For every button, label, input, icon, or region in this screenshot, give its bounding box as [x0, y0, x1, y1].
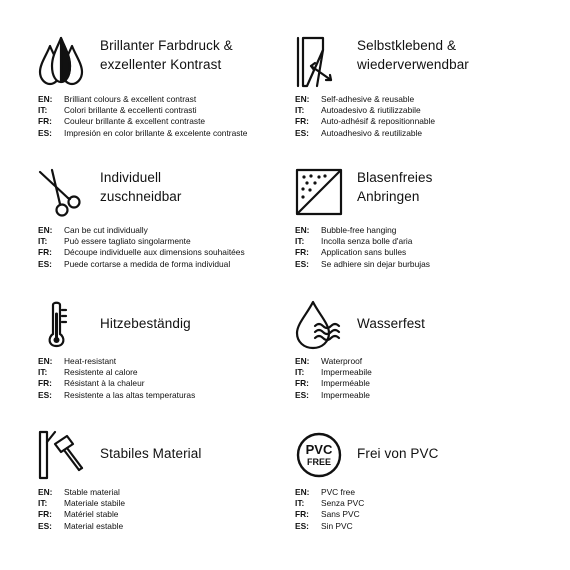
translation-row	[38, 521, 303, 532]
lang-code: ES:	[38, 520, 52, 531]
translation-text: Couleur brillante & excellent contraste	[64, 116, 206, 127]
scissors-icon	[38, 168, 86, 220]
translation-text: PVC free	[321, 487, 355, 497]
lang-code: FR:	[295, 509, 309, 520]
lang-code: EN:	[295, 356, 310, 366]
lang-code: EN:	[295, 94, 310, 104]
thermometer-icon	[38, 300, 86, 352]
lang-code: EN:	[38, 356, 53, 366]
translation-list	[295, 94, 560, 139]
feature-title	[357, 444, 562, 463]
translation-list	[295, 225, 560, 270]
translation-row	[295, 390, 560, 401]
lang-code: IT:	[38, 236, 48, 247]
lang-code: IT:	[38, 105, 48, 116]
translation-row	[295, 367, 560, 378]
translation-text: Waterproof	[321, 356, 363, 366]
feature-title-line: Hitzebeständig	[100, 316, 191, 331]
lang-code: EN:	[295, 487, 310, 497]
hammer-icon	[38, 430, 86, 482]
translation-list	[38, 487, 303, 532]
pvc-free-icon-text: FREE	[306, 457, 332, 467]
feature-title-line: wiederverwendbar	[357, 57, 469, 72]
translation-text: Impermeable	[321, 389, 370, 400]
translation-text: Senza PVC	[321, 498, 365, 509]
lang-code: FR:	[38, 509, 52, 520]
translation-text: Impresión en color brillante & excelente contraste	[64, 127, 248, 138]
lang-code: IT:	[295, 236, 305, 247]
translation-row	[295, 105, 560, 116]
translation-text: Application sans bulles	[321, 247, 407, 258]
translation-list	[295, 356, 560, 401]
lang-code: ES:	[38, 389, 52, 400]
translation-row	[38, 378, 303, 389]
translation-row	[38, 367, 303, 378]
translation-text: Auto-adhésif & repositionnable	[321, 116, 436, 127]
translation-text: Se adhiere sin dejar burbujas	[321, 258, 430, 269]
translation-text: Sin PVC	[321, 520, 353, 531]
peel-off-icon	[295, 36, 343, 88]
translation-row	[295, 259, 560, 270]
translation-text: Materiale stabile	[64, 498, 125, 509]
ink-drops-icon	[38, 36, 86, 88]
translation-text: Self-adhesive & reusable	[321, 94, 415, 104]
lang-code: ES:	[38, 127, 52, 138]
translation-text: Incolla senza bolle d'aria	[321, 236, 413, 247]
translation-text: Autoadesivo & riutilizzabile	[321, 105, 421, 116]
translation-row	[38, 356, 303, 367]
feature-title-line: zuschneidbar	[100, 189, 182, 204]
lang-code: ES:	[295, 127, 309, 138]
translation-text: Imperméable	[321, 378, 370, 389]
feature-title-line: Individuell	[100, 170, 162, 185]
lang-code: ES:	[295, 258, 309, 269]
translation-row	[38, 390, 303, 401]
translation-text: Découpe individuelle aux dimensions souhaitées	[64, 247, 245, 258]
feature-title	[357, 168, 562, 206]
translation-row	[295, 116, 560, 127]
translation-row	[38, 487, 303, 498]
translation-text: Stable material	[64, 487, 120, 497]
lang-code: ES:	[295, 520, 309, 531]
lang-code: IT:	[38, 367, 48, 378]
lang-code: IT:	[295, 498, 305, 509]
pvc-free-icon	[295, 430, 343, 482]
translation-text: Material estable	[64, 520, 124, 531]
translation-row	[38, 128, 303, 139]
pvc-free-icon-text: PVC	[305, 442, 333, 457]
feature-title-line: Blasenfreies	[357, 170, 433, 185]
feature-title-line: Selbstklebend &	[357, 38, 457, 53]
feature-title	[357, 36, 562, 74]
translation-row	[38, 225, 303, 236]
feature-title-line: Anbringen	[357, 189, 420, 204]
lang-code: EN:	[295, 225, 310, 235]
translation-row	[295, 128, 560, 139]
translation-row	[38, 509, 303, 520]
translation-text: Puede cortarse a medida de forma individual	[64, 258, 231, 269]
translation-row	[295, 509, 560, 520]
lang-code: EN:	[38, 225, 53, 235]
translation-row	[38, 259, 303, 270]
translation-row	[295, 356, 560, 367]
translation-row	[295, 498, 560, 509]
translation-row	[295, 225, 560, 236]
translation-row	[38, 498, 303, 509]
translation-text: Può essere tagliato singolarmente	[64, 236, 191, 247]
translation-text: Sans PVC	[321, 509, 360, 520]
feature-title	[100, 314, 305, 333]
feature-title-line: exzellenter Kontrast	[100, 57, 222, 72]
feature-title	[100, 168, 305, 206]
feature-title	[357, 314, 562, 333]
translation-row	[295, 521, 560, 532]
lang-code: IT:	[38, 498, 48, 509]
translation-text: Autoadhesivo & reutilizable	[321, 127, 423, 138]
translation-row	[295, 487, 560, 498]
lang-code: FR:	[295, 378, 309, 389]
lang-code: FR:	[38, 378, 52, 389]
translation-row	[38, 105, 303, 116]
translation-text: Resistente al calore	[64, 367, 138, 378]
water-drop-icon	[295, 300, 343, 352]
lang-code: FR:	[38, 247, 52, 258]
translation-row	[295, 378, 560, 389]
lang-code: FR:	[295, 116, 309, 127]
feature-title	[100, 36, 305, 74]
feature-title	[100, 444, 305, 463]
lang-code: FR:	[295, 247, 309, 258]
translation-row	[295, 236, 560, 247]
translation-row	[295, 94, 560, 105]
translation-text: Résistant à la chaleur	[64, 378, 145, 389]
translation-text: Impermeabile	[321, 367, 372, 378]
bubble-free-icon	[295, 168, 343, 220]
lang-code: ES:	[295, 389, 309, 400]
translation-list	[38, 225, 303, 270]
lang-code: FR:	[38, 116, 52, 127]
lang-code: EN:	[38, 94, 53, 104]
translation-text: Bubble-free hanging	[321, 225, 397, 235]
translation-row	[38, 116, 303, 127]
translation-row	[38, 247, 303, 258]
feature-title-line: Brillanter Farbdruck &	[100, 38, 233, 53]
feature-title-line: Stabiles Material	[100, 446, 202, 461]
translation-list	[295, 487, 560, 532]
translation-row	[38, 94, 303, 105]
lang-code: EN:	[38, 487, 53, 497]
translation-text: Can be cut individually	[64, 225, 148, 235]
translation-text: Resistente a las altas temperaturas	[64, 389, 196, 400]
lang-code: IT:	[295, 105, 305, 116]
translation-list	[38, 356, 303, 401]
translation-text: Colori brillante & eccellenti contrasti	[64, 105, 197, 116]
feature-title-line: Frei von PVC	[357, 446, 439, 461]
lang-code: IT:	[295, 367, 305, 378]
translation-row	[38, 236, 303, 247]
translation-list	[38, 94, 303, 139]
translation-text: Heat-resistant	[64, 356, 117, 366]
translation-text: Brilliant colours & excellent contrast	[64, 94, 197, 104]
lang-code: ES:	[38, 258, 52, 269]
translation-text: Matériel stable	[64, 509, 119, 520]
feature-title-line: Wasserfest	[357, 316, 426, 331]
translation-row	[295, 247, 560, 258]
